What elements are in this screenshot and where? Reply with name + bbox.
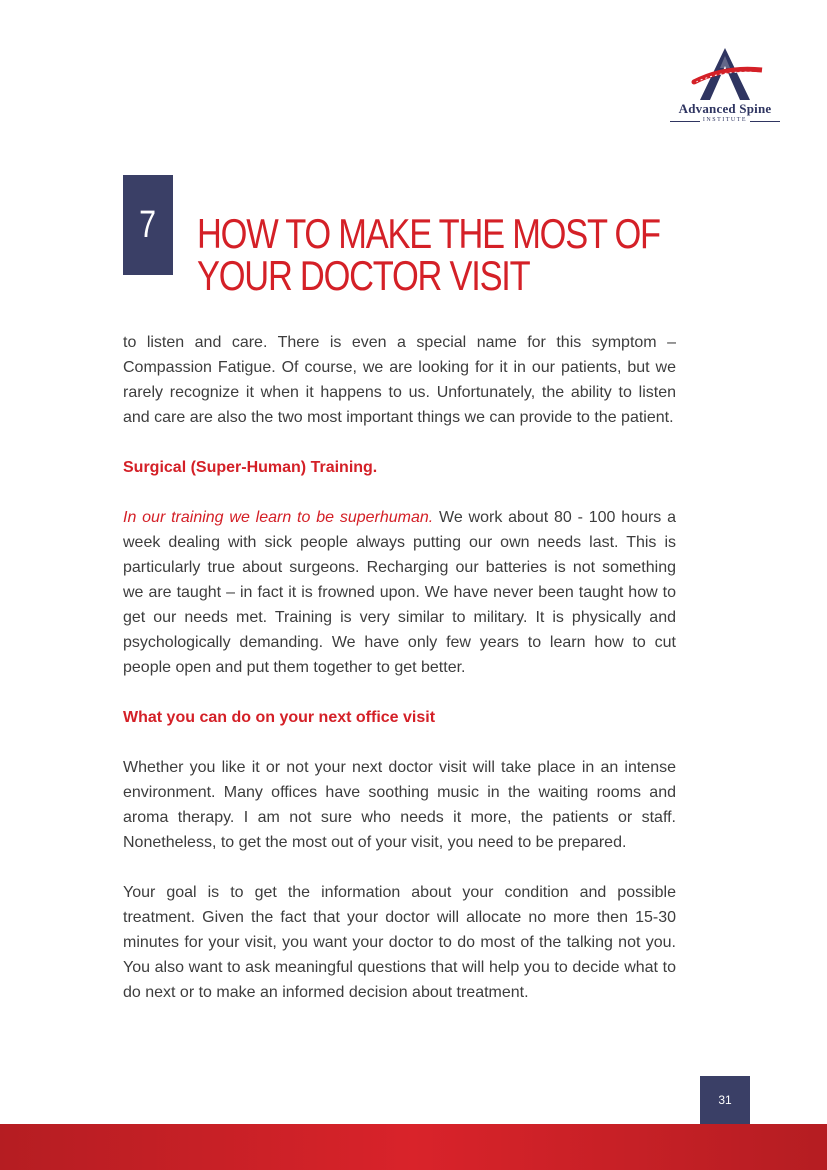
heading-surgical-training: Surgical (Super-Human) Training. — [123, 459, 378, 476]
heading-next-office-visit: What you can do on your next office visit — [123, 709, 436, 726]
logo-name: Advanced Spine — [678, 101, 772, 116]
paragraph-environment: Whether you like it or not your next doctor visit will take place in an intense environment. Many offices have soothing music in the waiting rooms and aroma therapy. I am not sure who needs it more, the patients or staff. Nonetheless, to get the most out of your visit, you need to be prepared. — [123, 759, 676, 851]
chapter-title — [197, 210, 660, 299]
page-number: 31 — [718, 1093, 732, 1107]
page-body — [123, 330, 676, 1005]
page-number-badge — [700, 1076, 750, 1124]
institute-logo — [664, 44, 786, 134]
chapter-title-line-2: YOUR DOCTOR VISIT — [197, 252, 530, 299]
spine-a-logo-icon — [664, 44, 786, 104]
footer-bar — [0, 1124, 827, 1170]
chapter-title-line-1: HOW TO MAKE THE MOST OF — [197, 210, 660, 257]
chapter-number: 7 — [139, 203, 157, 246]
paragraph-goal: Your goal is to get the information about your condition and possible treatment. Given the fact that your doctor will allocate no more then 15-30 minutes for your visit, you want your doctor to do most of the talking not you. You also want to ask meaningful questions that will help you to decide what to do next or to make an informed decision about treatment. — [123, 884, 676, 1001]
emphasis-superhuman: In our training we learn to be superhuman. — [123, 509, 434, 526]
paragraph-training — [123, 505, 676, 680]
paragraph-training-text: We work about 80 - 100 hours a week dealing with sick people always putting our own needs last. This is particularly true about surgeons. Recharging our batteries is not something we are taught – in fact it is frowned upon. We have never been taught how to get our needs met. Training is very similar to military. It is physically and psychologically demanding. We have only few years to learn how to cut people open and put them together to get better. — [123, 509, 677, 676]
paragraph-compassion-fatigue: to listen and care. There is even a special name for this symptom – Compassion Fatigue. Of course, we are looking for it in our patients, but we rarely recognize it when it happens to us. Unfortunately, the ability to listen and care are also the two most important things we can provide to the patient. — [123, 334, 676, 426]
chapter-number-badge — [123, 175, 173, 275]
logo-divider-right — [750, 121, 780, 122]
logo-subtitle: INSTITUTE — [702, 117, 748, 123]
